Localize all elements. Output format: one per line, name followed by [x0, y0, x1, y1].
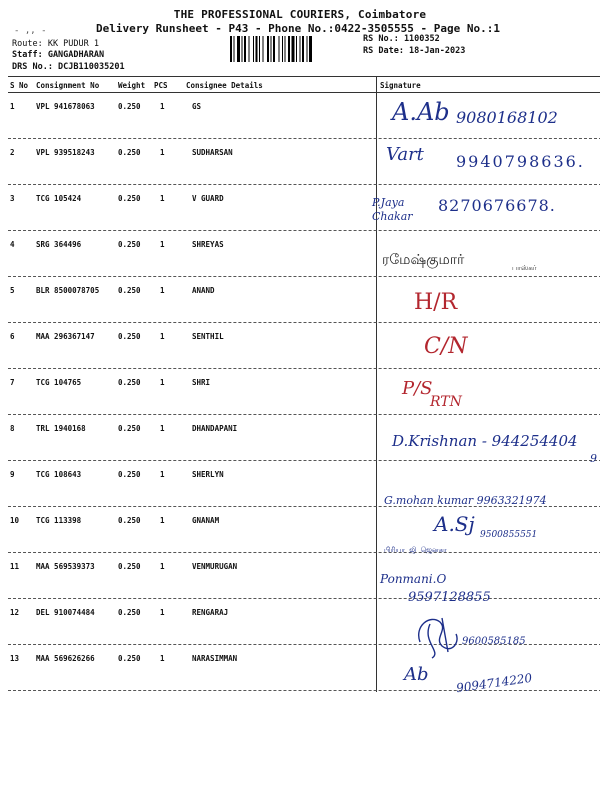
row-divider: [8, 184, 600, 185]
cell-pcs: 1: [160, 332, 165, 341]
signature-7-rtn: RTN: [430, 394, 462, 410]
row-divider: [8, 598, 600, 599]
cell-consignment: DEL 910074484: [36, 608, 95, 617]
cell-consignee: NARASIMMAN: [192, 654, 238, 663]
cell-consignment: SRG 364496: [36, 240, 82, 249]
cell-pcs: 1: [160, 286, 165, 295]
cell-weight: 0.250: [118, 378, 141, 387]
cell-consignee: ANAND: [192, 286, 215, 295]
cell-weight: 0.250: [118, 240, 141, 249]
cell-sno: 3: [10, 194, 15, 203]
signature-9: G.mohan kumar 9963321974: [384, 494, 547, 507]
cell-pcs: 1: [160, 194, 165, 203]
cell-pcs: 1: [160, 562, 165, 571]
staff-label: Staff: GANGADHARAN: [12, 50, 105, 60]
rs-number: RS No.: 1100352: [363, 34, 440, 44]
cell-consignee: SHERLYN: [192, 470, 224, 479]
corner-mark: - ,, -: [14, 26, 47, 36]
cell-sno: 11: [10, 562, 20, 571]
cell-weight: 0.250: [118, 148, 141, 157]
signature-8-extra: 9: [590, 452, 597, 465]
cell-consignment: VPL 941678063: [36, 102, 95, 111]
cell-weight: 0.250: [118, 654, 141, 663]
phone-13: 9094714220: [455, 670, 533, 696]
row-divider: [8, 552, 600, 553]
cell-pcs: 1: [160, 516, 165, 525]
barcode-bar: [242, 36, 243, 62]
barcode-bar: [300, 36, 301, 62]
signature-1: A.Ab: [392, 98, 450, 126]
cell-sno: 12: [10, 608, 20, 617]
barcode-bar: [302, 36, 304, 62]
barcode-bar: [307, 36, 308, 62]
barcode-bar: [285, 36, 286, 62]
barcode-bar: [282, 36, 283, 62]
cell-weight: 0.250: [118, 194, 141, 203]
phone-12: 9600585185: [462, 636, 526, 647]
row-divider: [8, 414, 600, 415]
barcode-bar: [309, 36, 312, 62]
cell-sno: 8: [10, 424, 15, 433]
row-divider: [8, 138, 600, 139]
cell-consignee: VENMURUGAN: [192, 562, 238, 571]
barcode-bar: [237, 36, 240, 62]
cell-pcs: 1: [160, 240, 165, 249]
header-top-rule: [8, 76, 600, 77]
cell-weight: 0.250: [118, 516, 141, 525]
route-label: Route: KK PUDUR 1: [12, 39, 99, 49]
signature-13: Ab: [404, 664, 429, 685]
cell-weight: 0.250: [118, 332, 141, 341]
row-divider: [8, 230, 600, 231]
signature-11: Ponmani.O: [380, 572, 447, 586]
drs-number: DRS No.: DCJB110035201: [12, 62, 125, 72]
phone-3: 8270676678.: [438, 196, 556, 215]
cell-sno: 6: [10, 332, 15, 341]
row-divider: [8, 322, 600, 323]
barcode-bar: [279, 36, 280, 62]
phone-11: 9597128855: [408, 590, 491, 605]
cell-pcs: 1: [160, 470, 165, 479]
cell-consignee: SHREYAS: [192, 240, 224, 249]
runsheet-title: Delivery Runsheet - P43 - Phone No.:0422-3505555 - Page No.:1: [96, 22, 500, 35]
signature-8: D.Krishnan - 944254404: [392, 432, 578, 450]
barcode-bar: [230, 36, 232, 62]
cell-pcs: 1: [160, 424, 165, 433]
cell-weight: 0.250: [118, 424, 141, 433]
cell-consignment: TCG 104765: [36, 378, 82, 387]
cell-sno: 10: [10, 516, 20, 525]
signature-3: P.Jaya Chakar: [372, 196, 413, 223]
company-title: THE PROFESSIONAL COURIERS, Coimbatore: [173, 8, 427, 21]
stamp-10: பிரியா ஜி ஜெனகா: [384, 546, 447, 554]
col-consignee: Consignee Details: [186, 81, 263, 90]
barcode-bar: [267, 36, 269, 62]
col-sno: S No: [10, 81, 29, 90]
barcode-bar: [288, 36, 290, 62]
cell-pcs: 1: [160, 378, 165, 387]
cell-consignment: MAA 569539373: [36, 562, 95, 571]
col-consignment: Consignment No: [36, 81, 100, 90]
cell-consignment: VPL 939518243: [36, 148, 95, 157]
cell-sno: 5: [10, 286, 15, 295]
cell-consignee: SHRI: [192, 378, 211, 387]
rs-date: RS Date: 18-Jan-2023: [363, 46, 466, 56]
signature-7: P/S: [402, 378, 433, 399]
col-pcs: PCS: [154, 81, 168, 90]
cell-consignment: TCG 105424: [36, 194, 82, 203]
barcode-bar: [263, 36, 264, 62]
barcode-bar: [296, 36, 297, 62]
phone-2: 9940798636.: [456, 152, 585, 171]
col-signature: Signature: [380, 81, 421, 90]
signature-5: H/R: [414, 290, 458, 315]
header-bottom-rule: [8, 92, 600, 93]
cell-consignment: TRL 1940168: [36, 424, 86, 433]
signature-12-scribble: [412, 612, 466, 662]
cell-weight: 0.250: [118, 102, 141, 111]
row-divider: [8, 690, 600, 691]
cell-weight: 0.250: [118, 286, 141, 295]
barcode-bar: [234, 36, 235, 62]
signature-column-divider: [376, 76, 377, 692]
cell-weight: 0.250: [118, 562, 141, 571]
cell-weight: 0.250: [118, 470, 141, 479]
cell-consignment: MAA 569626266: [36, 654, 95, 663]
row-divider: [8, 368, 600, 369]
cell-pcs: 1: [160, 148, 165, 157]
cell-pcs: 1: [160, 654, 165, 663]
barcode-bar: [253, 36, 254, 62]
barcode-bar: [249, 36, 250, 62]
cell-pcs: 1: [160, 608, 165, 617]
barcode-bar: [292, 36, 295, 62]
cell-sno: 2: [10, 148, 15, 157]
cell-sno: 1: [10, 102, 15, 111]
cell-consignee: V GUARD: [192, 194, 224, 203]
row-divider: [8, 276, 600, 277]
cell-sno: 7: [10, 378, 15, 387]
cell-consignee: SUDHARSAN: [192, 148, 233, 157]
cell-consignee: DHANDAPANI: [192, 424, 238, 433]
col-weight: Weight: [118, 81, 146, 90]
signature-4: ரமேஷ்குமார்: [382, 252, 465, 268]
cell-weight: 0.250: [118, 608, 141, 617]
cell-consignment: TCG 113398: [36, 516, 82, 525]
cell-consignment: BLR 8500078705: [36, 286, 100, 295]
cell-consignee: RENGARAJ: [192, 608, 229, 617]
cell-consignee: GS: [192, 102, 202, 111]
cell-pcs: 1: [160, 102, 165, 111]
signature-6: C/N: [424, 334, 468, 359]
phone-10: 9500855551: [480, 530, 538, 540]
cell-consignment: TCG 108643: [36, 470, 82, 479]
barcode-bar: [244, 36, 246, 62]
cell-sno: 13: [10, 654, 20, 663]
cell-sno: 9: [10, 470, 15, 479]
stamp-4: பாஸ்கர்: [512, 264, 537, 272]
signature-2: Vart: [386, 144, 424, 165]
barcode-bar: [259, 36, 260, 62]
cell-consignee: GNANAM: [192, 516, 220, 525]
barcode: [228, 36, 352, 62]
cell-consignment: MAA 296367147: [36, 332, 95, 341]
phone-1: 9080168102: [456, 108, 558, 127]
signature-10: A.Sj: [434, 512, 475, 536]
barcode-bar: [273, 36, 275, 62]
barcode-bar: [256, 36, 258, 62]
cell-sno: 4: [10, 240, 15, 249]
cell-consignee: SENTHIL: [192, 332, 224, 341]
barcode-bar: [271, 36, 272, 62]
row-divider: [8, 460, 600, 461]
